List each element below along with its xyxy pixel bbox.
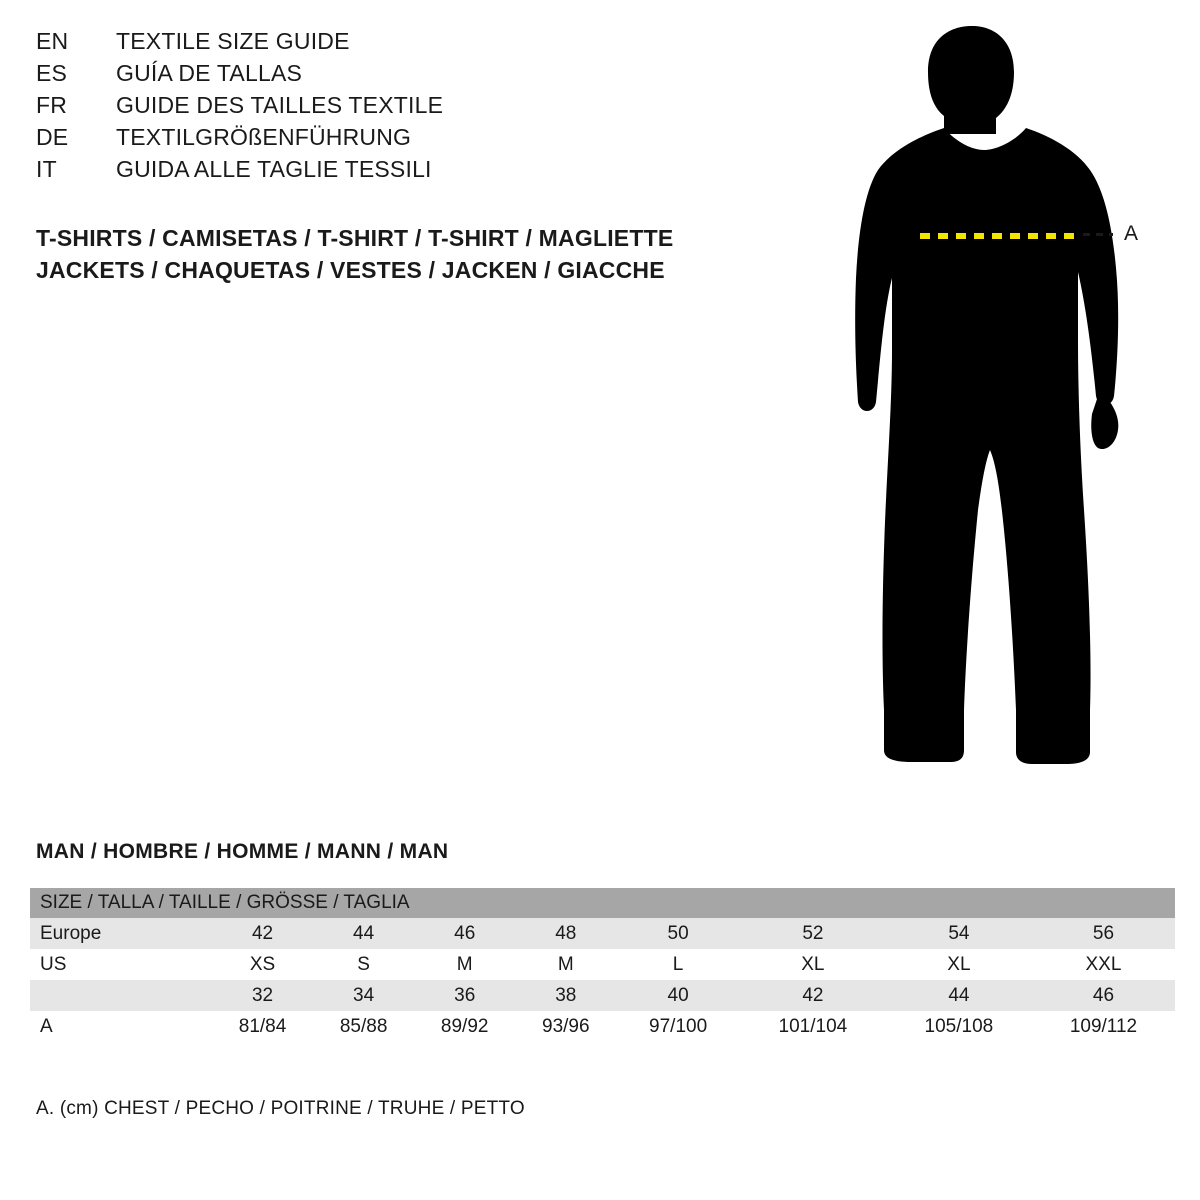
language-row bbox=[36, 92, 756, 124]
cell-numeric-2: 36 bbox=[414, 980, 515, 1011]
language-title: TEXTILE SIZE GUIDE bbox=[116, 28, 350, 54]
cell-numeric-6: 44 bbox=[886, 980, 1032, 1011]
garment-line-jackets: JACKETS / CHAQUETAS / VESTES / JACKEN / GIACCHE bbox=[36, 257, 665, 283]
cell-numeric-3: 38 bbox=[515, 980, 616, 1011]
cell-chest-7: 109/112 bbox=[1032, 1011, 1175, 1042]
cell-europe-3: 48 bbox=[515, 918, 616, 949]
cell-numeric-4: 40 bbox=[616, 980, 740, 1011]
cell-us-6: XL bbox=[886, 949, 1032, 980]
cell-us-1: S bbox=[313, 949, 414, 980]
table-row bbox=[30, 1011, 1175, 1042]
language-row bbox=[36, 124, 756, 156]
cell-chest-4: 97/100 bbox=[616, 1011, 740, 1042]
male-silhouette-figure bbox=[800, 10, 1180, 790]
cell-europe-5: 52 bbox=[740, 918, 886, 949]
language-code: EN bbox=[36, 28, 69, 54]
cell-numeric-0: 32 bbox=[212, 980, 313, 1011]
measure-label-a: A bbox=[1124, 222, 1139, 245]
cell-us-0: XS bbox=[212, 949, 313, 980]
table-row bbox=[30, 980, 1175, 1011]
cell-chest-3: 93/96 bbox=[515, 1011, 616, 1042]
cell-numeric-1: 34 bbox=[313, 980, 414, 1011]
cell-chest-2: 89/92 bbox=[414, 1011, 515, 1042]
cell-europe-2: 46 bbox=[414, 918, 515, 949]
cell-us-4: L bbox=[616, 949, 740, 980]
footnote-chest: A. (cm) CHEST / PECHO / POITRINE / TRUHE / PETTO bbox=[36, 1098, 525, 1119]
table-header-row bbox=[30, 888, 1175, 918]
language-code: ES bbox=[36, 60, 68, 86]
language-title: GUIDA ALLE TAGLIE TESSILI bbox=[116, 156, 432, 182]
table-row bbox=[30, 949, 1175, 980]
language-code: IT bbox=[36, 156, 57, 182]
cell-us-7: XXL bbox=[1032, 949, 1175, 980]
row-label-numeric bbox=[30, 980, 212, 1011]
cell-europe-6: 54 bbox=[886, 918, 1032, 949]
table-header-label: SIZE / TALLA / TAILLE / GRÖSSE / TAGLIA bbox=[30, 888, 1175, 918]
language-code: FR bbox=[36, 92, 68, 118]
language-row bbox=[36, 60, 756, 92]
language-row bbox=[36, 156, 756, 188]
cell-numeric-7: 46 bbox=[1032, 980, 1175, 1011]
cell-us-3: M bbox=[515, 949, 616, 980]
language-title: GUÍA DE TALLAS bbox=[116, 60, 303, 86]
table-row bbox=[30, 918, 1175, 949]
cell-chest-0: 81/84 bbox=[212, 1011, 313, 1042]
cell-europe-4: 50 bbox=[616, 918, 740, 949]
silhouette-svg bbox=[800, 10, 1180, 790]
cell-chest-6: 105/108 bbox=[886, 1011, 1032, 1042]
language-row bbox=[36, 28, 756, 60]
measure-leader-dashes bbox=[1083, 233, 1113, 236]
cell-chest-1: 85/88 bbox=[313, 1011, 414, 1042]
cell-europe-1: 44 bbox=[313, 918, 414, 949]
size-table bbox=[30, 888, 1175, 1042]
cell-europe-7: 56 bbox=[1032, 918, 1175, 949]
cell-us-2: M bbox=[414, 949, 515, 980]
cell-chest-5: 101/104 bbox=[740, 1011, 886, 1042]
silhouette-body-shape bbox=[855, 26, 1118, 764]
section-title-man: MAN / HOMBRE / HOMME / MANN / MAN bbox=[36, 840, 449, 863]
language-title: TEXTILGRÖßENFÜHRUNG bbox=[116, 124, 412, 150]
language-title: GUIDE DES TAILLES TEXTILE bbox=[116, 92, 444, 118]
row-label-us: US bbox=[30, 949, 212, 980]
row-label-europe: Europe bbox=[30, 918, 212, 949]
garment-type-block bbox=[36, 222, 796, 286]
cell-us-5: XL bbox=[740, 949, 886, 980]
garment-line-tshirts: T-SHIRTS / CAMISETAS / T-SHIRT / T-SHIRT / MAGLIETTE bbox=[36, 225, 674, 251]
language-header-block bbox=[36, 28, 756, 188]
row-label-chest: A bbox=[30, 1011, 212, 1042]
language-code: DE bbox=[36, 124, 69, 150]
cell-europe-0: 42 bbox=[212, 918, 313, 949]
cell-numeric-5: 42 bbox=[740, 980, 886, 1011]
